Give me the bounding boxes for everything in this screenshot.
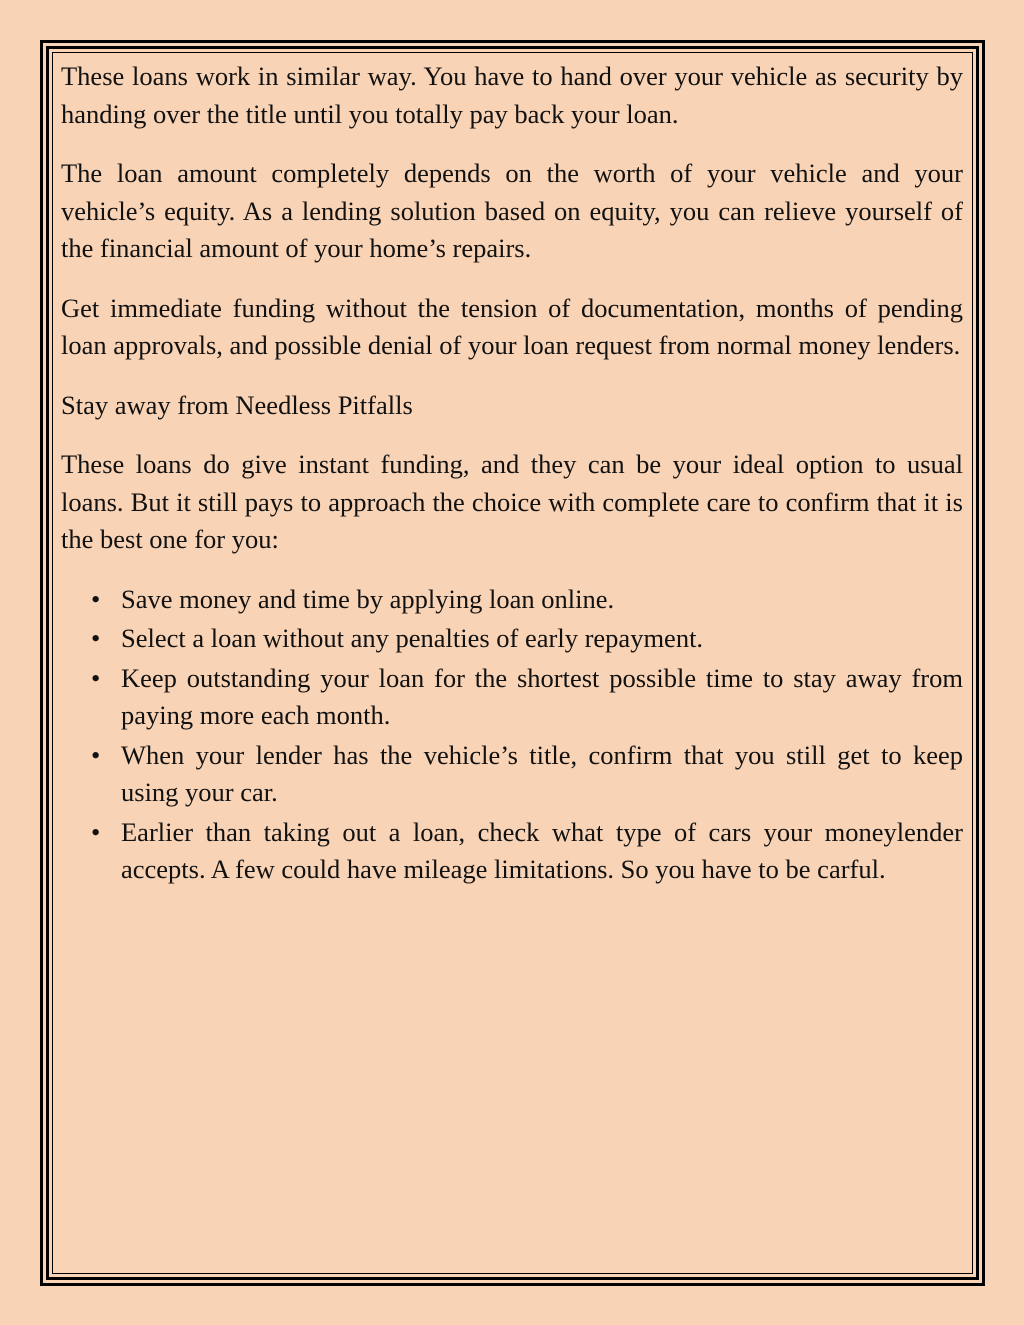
bullet-icon: • xyxy=(91,739,101,770)
paragraph-loan-amount: The loan amount completely depends on the worth of your vehicle and your vehicle’s equity. As a lending solution based on equity, you can relieve yourself of the financial amount of your home’s repairs. xyxy=(61,158,963,263)
paragraph-immediate-funding: Get immediate funding without the tension of documentation, months of pending loan approvals, and possible denial of your loan request from normal money lenders. xyxy=(61,292,963,360)
list-item xyxy=(61,814,963,889)
document-body xyxy=(61,58,963,891)
paragraph-loan-security: These loans work in similar way. You have to hand over your vehicle as security by handing over the title until you totally pay back your loan. xyxy=(61,61,963,129)
list-item xyxy=(61,660,963,735)
list-item-text: When your lender has the vehicle’s title, confirm that you still get to keep using your car. xyxy=(121,739,963,807)
list-item-text: Select a loan without any penalties of early repayment. xyxy=(121,623,704,653)
bullet-icon: • xyxy=(91,816,101,847)
bullet-icon: • xyxy=(91,662,101,693)
bullet-icon: • xyxy=(91,623,101,653)
list-item xyxy=(61,581,963,619)
list-item xyxy=(61,737,963,812)
list-item xyxy=(61,620,963,658)
list-item-text: Save money and time by applying loan online. xyxy=(121,583,615,614)
section-heading: Stay away from Needless Pitfalls xyxy=(61,389,413,420)
tips-list xyxy=(61,581,963,889)
list-item-text: Keep outstanding your loan for the shortest possible time to stay away from paying more each month. xyxy=(121,662,963,730)
bullet-icon: • xyxy=(91,583,101,614)
paragraph-intro: These loans do give instant funding, and they can be your ideal option to usual loans. But it still pays to approach the choice with complete care to confirm that it is the best one for you: xyxy=(61,449,963,554)
list-item-text: Earlier than taking out a loan, check what type of cars your moneylender accepts. A few could have mileage limitations. So you have to be carful. xyxy=(121,816,963,884)
